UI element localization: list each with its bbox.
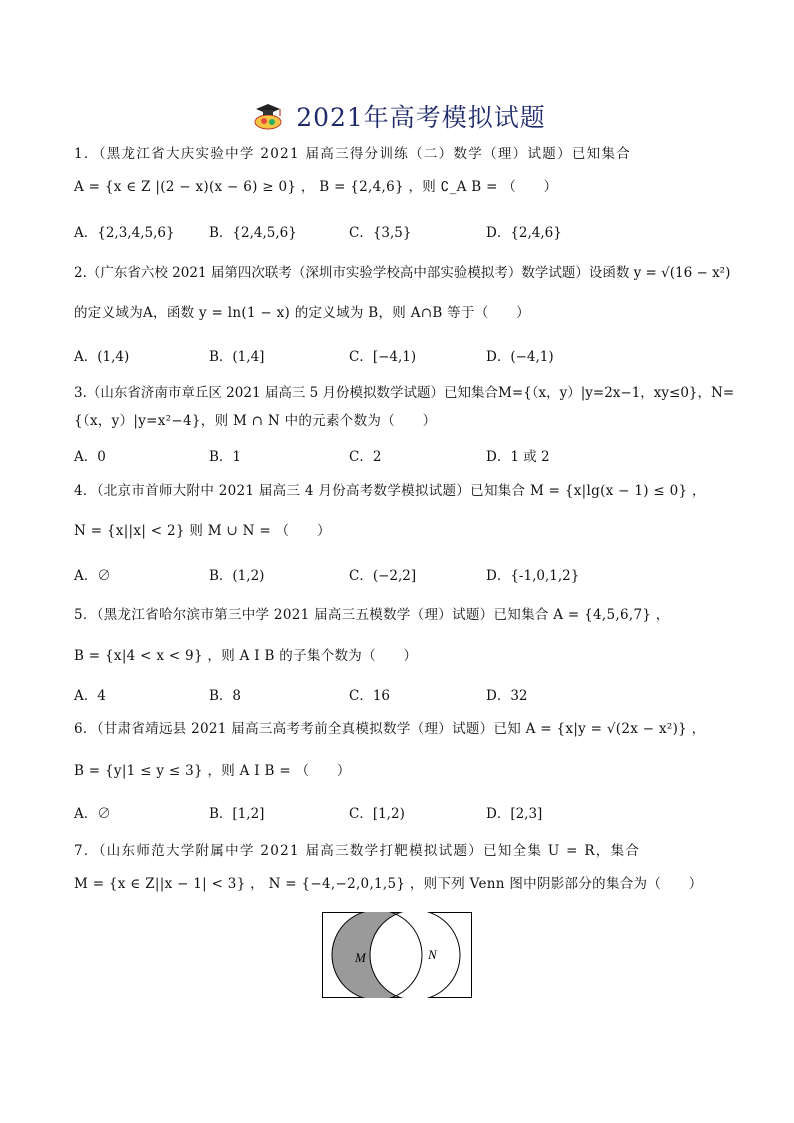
q3-options <box>74 445 724 465</box>
q3-line-2: {（x，y）|y=x²−4}，则 M ∩ N 中的元素个数为（ ） <box>74 413 437 429</box>
q4-options <box>74 564 724 584</box>
page-title <box>248 98 546 134</box>
q4-line-2: N = {x||x| < 2} 则 M ∪ N = （ ） <box>74 523 331 539</box>
graduation-cap-icon <box>248 101 288 131</box>
q6-option-b[interactable]: B．[1,2] <box>209 806 265 822</box>
venn-diagram <box>322 912 472 998</box>
q2-option-d[interactable]: D．(−4,1) <box>486 349 554 365</box>
q5-option-c[interactable]: C．16 <box>349 688 391 704</box>
q4-option-b[interactable]: B．(1,2) <box>209 568 265 584</box>
title-area <box>0 98 794 135</box>
q6-line-1: 6．（甘肃省靖远县 2021 届高三高考考前全真模拟数学（理）试题）已知 A = {x|y = √(2x − x²)} ， <box>74 721 706 737</box>
q7-line-1: 7．（山东师范大学附属中学 2021 届高三数学打靶模拟试题）已知全集 U = R，集合 <box>74 843 641 859</box>
venn-label-n: N <box>428 947 437 962</box>
venn-circle-n <box>370 912 460 998</box>
q5-line-2: B = {x|4 < x < 9} ，则 A I B 的子集个数为（ ） <box>74 648 418 664</box>
q1-option-b[interactable]: B．{2,4,5,6} <box>209 225 297 241</box>
q6-option-d[interactable]: D．[2,3] <box>486 806 543 822</box>
q6-option-c[interactable]: C．[1,2) <box>349 806 405 822</box>
q1-option-c[interactable]: C．{3,5} <box>349 225 412 241</box>
q2-option-a[interactable]: A．(1,4) <box>74 349 130 365</box>
q7-line-2: M = {x ∈ Z||x − 1| < 3} ， N = {−4,−2,0,1,5} ，则下列 Venn 图中阴影部分的集合为（ ） <box>74 876 703 892</box>
q4-option-c[interactable]: C．(−2,2] <box>349 568 417 584</box>
q1-options <box>74 221 724 241</box>
q3-option-b[interactable]: B．1 <box>209 449 242 465</box>
q1-line-2: A = {x ∈ Z |(2 − x)(x − 6) ≥ 0} ， B = {2,4,6} ，则 ∁_A B = （ ） <box>74 179 558 195</box>
q1-line-1: 1．（黑龙江省大庆实验中学 2021 届高三得分训练（二）数学（理）试题）已知集合 <box>74 146 632 162</box>
q3-option-c[interactable]: C．2 <box>349 449 382 465</box>
q6-line-2: B = {y|1 ≤ y ≤ 3} ，则 A I B = （ ） <box>74 763 351 779</box>
venn-label-m: M <box>355 950 366 965</box>
q4-line-1: 4．（北京市首师大附中 2021 届高三 4 月份高考数学模拟试题）已知集合 M = {x|lg(x − 1) ≤ 0} ， <box>74 483 706 499</box>
q6-option-a[interactable]: A．∅ <box>74 806 111 822</box>
q1-option-a[interactable]: A．{2,3,4,5,6} <box>74 225 175 241</box>
q5-option-d[interactable]: D．32 <box>486 688 528 704</box>
q2-option-b[interactable]: B．(1,4] <box>209 349 265 365</box>
q5-options <box>74 684 724 704</box>
q5-option-a[interactable]: A．4 <box>74 688 106 704</box>
q3-line-1: 3.（山东省济南市章丘区 2021 届高三 5 月份模拟数学试题）已知集合M={（x，y）|y=2x−1，xy≤0}，N= <box>74 385 735 401</box>
q6-options <box>74 802 724 822</box>
q4-option-d[interactable]: D．{-1,0,1,2} <box>486 568 580 584</box>
title-text: 2021年高考模拟试题 <box>296 103 546 132</box>
q5-line-1: 5．（黑龙江省哈尔滨市第三中学 2021 届高三五模数学（理）试题）已知集合 A = {4,5,6,7} ， <box>74 607 670 623</box>
q3-option-d[interactable]: D．1 或 2 <box>486 449 550 465</box>
q2-options <box>74 345 724 365</box>
q1-option-d[interactable]: D．{2,4,6} <box>486 225 562 241</box>
q4-option-a[interactable]: A．∅ <box>74 568 111 584</box>
q5-option-b[interactable]: B．8 <box>209 688 242 704</box>
q2-option-c[interactable]: C．[−4,1) <box>349 349 417 365</box>
q3-option-a[interactable]: A．0 <box>74 449 106 465</box>
q2-line-1: 2.（广东省六校 2021 届第四次联考（深圳市实验学校高中部实验模拟考）数学试题）设函数 y = √(16 − x²) <box>74 265 731 281</box>
q2-line-2: 的定义域为A，函数 y = ln(1 − x) 的定义域为 B，则 A∩B 等于（ ） <box>74 305 530 321</box>
